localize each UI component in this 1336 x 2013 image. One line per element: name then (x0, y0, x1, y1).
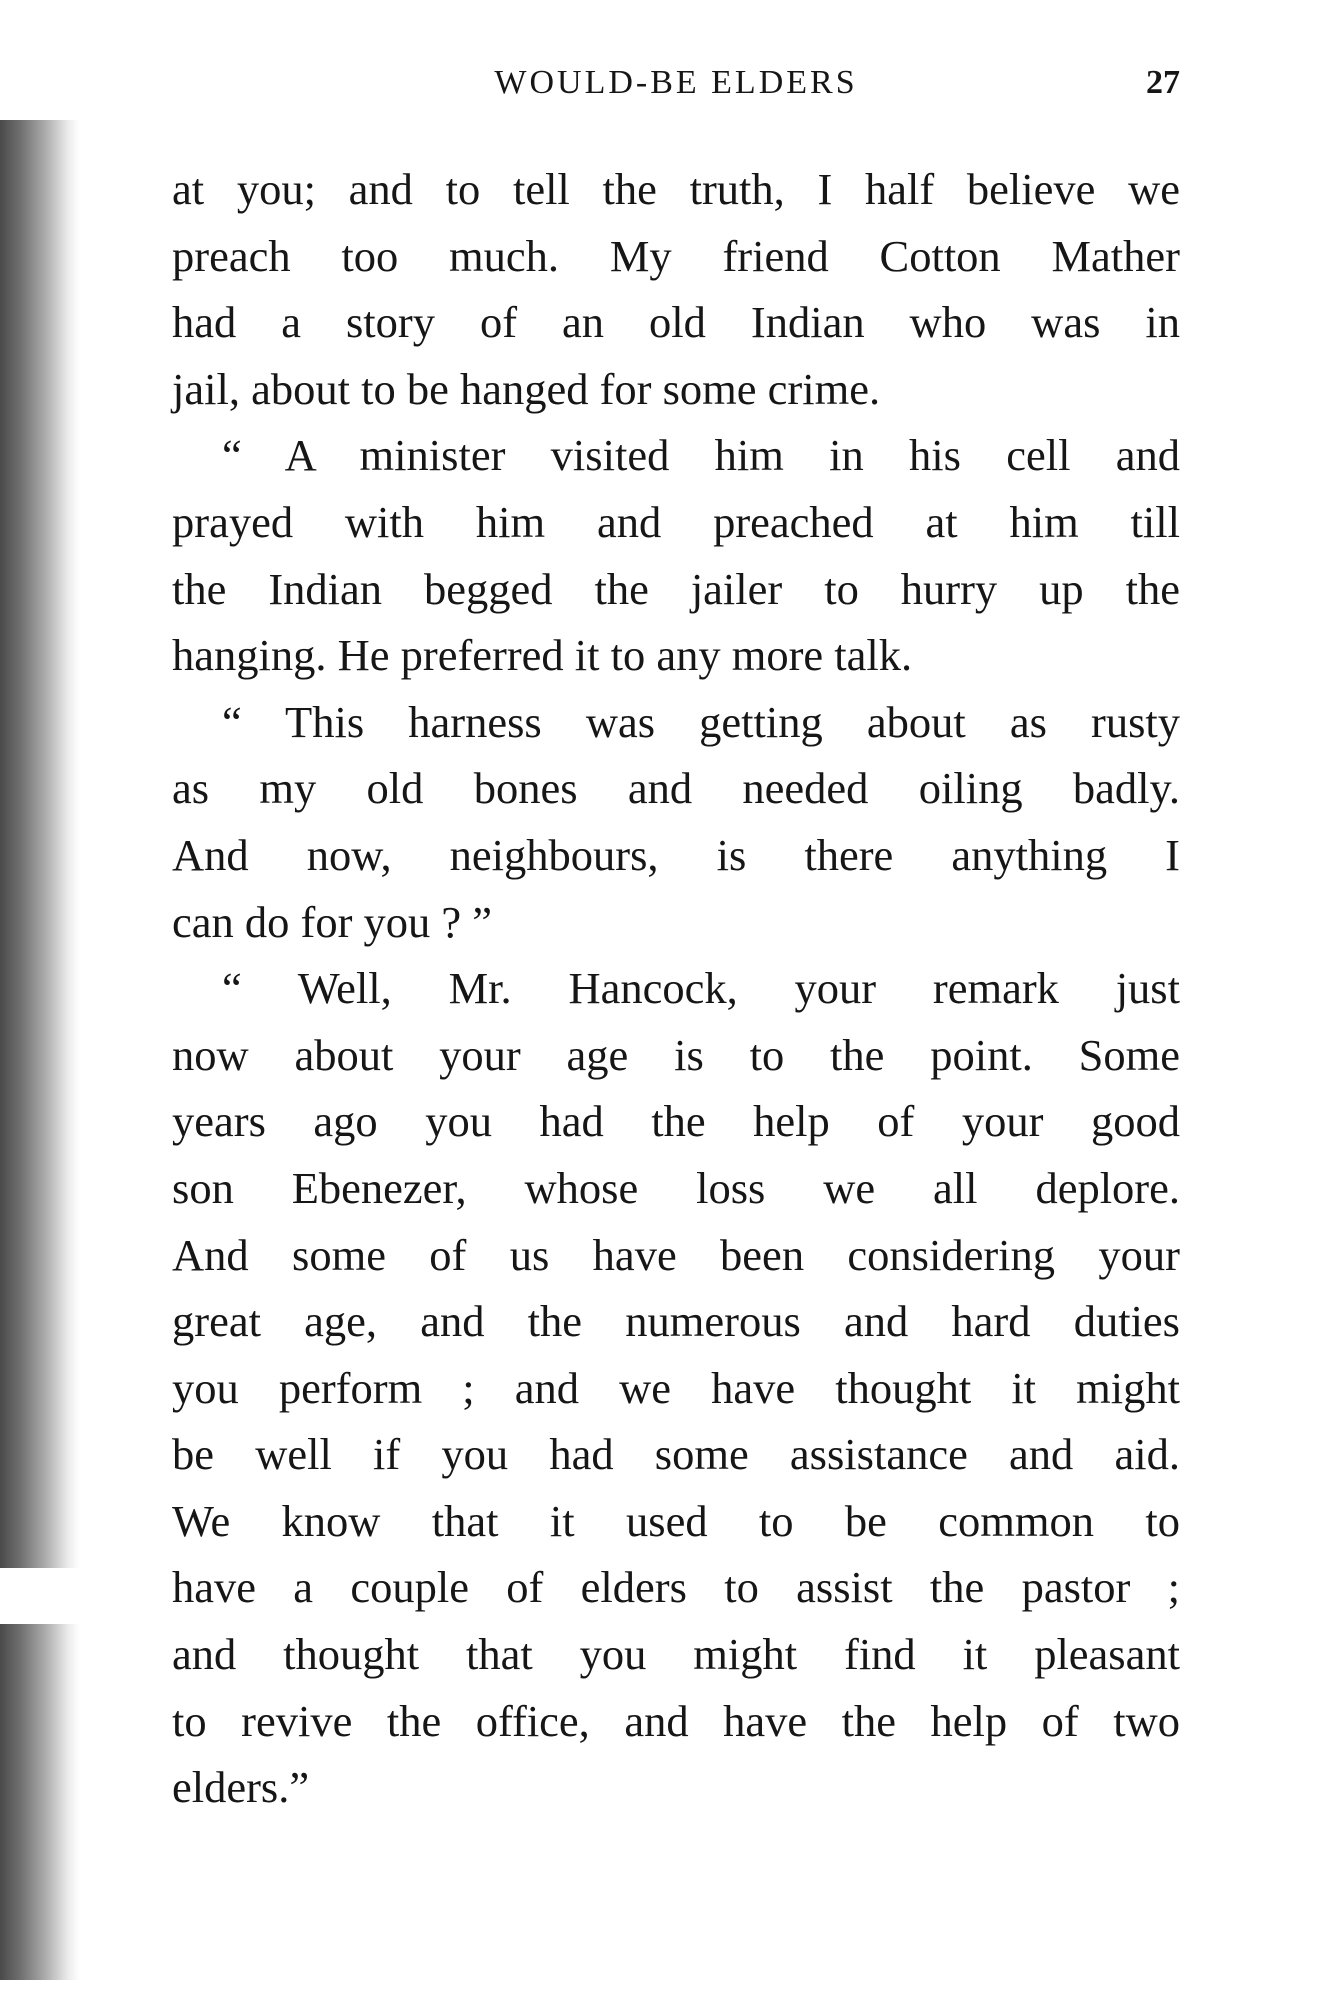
text-line: prayed with him and preached at him till (172, 496, 1180, 547)
text-line: to revive the office, and have the help of two (172, 1695, 1180, 1746)
text-line: great age, and the numerous and hard duties (172, 1296, 1180, 1347)
running-head-title: WOULD-BE ELDERS (494, 64, 858, 101)
text-line: had a story of an old Indian who was in (172, 297, 1180, 348)
text-line: the Indian begged the jailer to hurry up the (172, 563, 1180, 614)
text-line: son Ebenezer, whose loss we all deplore. (172, 1162, 1180, 1213)
text-line: can do for you ? ” (172, 896, 493, 947)
text-line: as my old bones and needed oiling badly. (172, 763, 1180, 814)
text-line: now about your age is to the point. Some (172, 1029, 1180, 1080)
text-line: have a couple of elders to assist the pastor ; (172, 1562, 1180, 1613)
running-head (172, 64, 1180, 112)
text-line: years ago you had the help of your good (172, 1096, 1180, 1147)
text-line: “ Well, Mr. Hancock, your remark just (222, 963, 1180, 1014)
text-line: at you; and to tell the truth, I half believe we (172, 164, 1180, 214)
binding-gutter-shadow (0, 120, 80, 1980)
text-line: preach too much. My friend Cotton Mather (172, 230, 1180, 281)
text-line: And some of us have been considering your (172, 1229, 1180, 1280)
text-line: “ A minister visited him in his cell and (222, 430, 1180, 481)
text-line: “ This harness was getting about as rusty (222, 696, 1180, 747)
text-line: We know that it used to be common to (172, 1495, 1180, 1546)
text-line: jail, about to be hanged for some crime. (172, 363, 881, 414)
page-number: 27 (1146, 64, 1180, 101)
text-line: and thought that you might find it pleasant (172, 1629, 1180, 1680)
text-line: And now, neighbours, is there anything I (172, 829, 1180, 880)
binding-gutter-gap (0, 1568, 80, 1624)
text-line: be well if you had some assistance and aid. (172, 1429, 1180, 1480)
body-text (172, 156, 1180, 1821)
text-line: you perform ; and we have thought it might (172, 1362, 1180, 1413)
text-line: hanging. He preferred it to any more talk. (172, 630, 913, 681)
text-line: elders.” (172, 1762, 310, 1813)
